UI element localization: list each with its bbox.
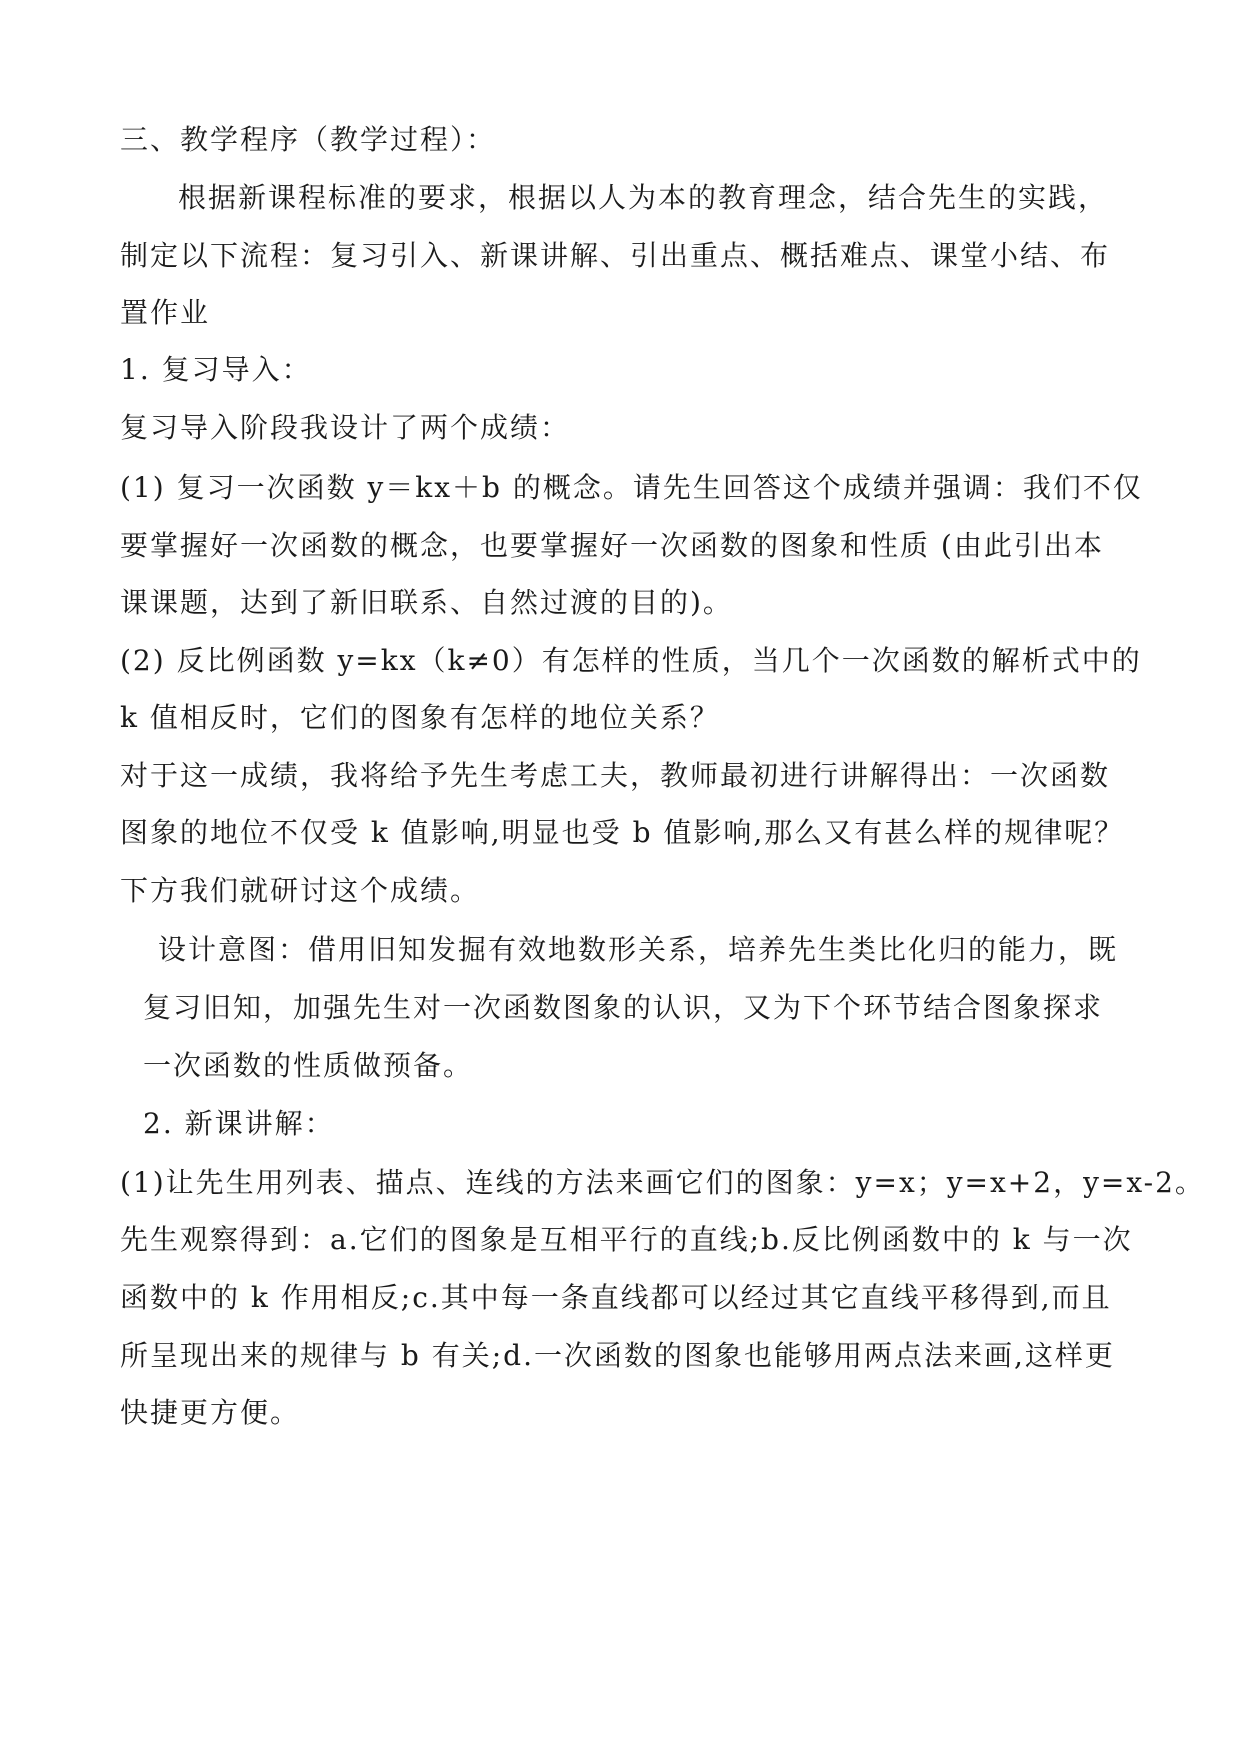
paragraph-line: 函数中的 k 作用相反;c.其中每一条直线都可以经过其它直线平移得到,而且 [120,1281,1112,1314]
section-heading: 三、教学程序（教学过程）： [120,123,497,156]
paragraph-line: (1)让先生用列表、描点、连线的方法来画它们的图象：y=x；y=x+2，y=x-2。 [120,1166,1205,1199]
paragraph-line: 所呈现出来的规律与 b 有关;d.一次函数的图象也能够用两点法来画,这样更 [120,1339,1115,1372]
paragraph-line: 先生观察得到：a.它们的图象是互相平行的直线;b.反比例函数中的 k 与一次 [120,1223,1133,1256]
subheading-review: 1. 复习导入： [120,353,312,386]
paragraph-line: k 值相反时，它们的图象有怎样的地位关系？ [120,701,720,734]
paragraph-line: (2) 反比例函数 y=kx（k≠0）有怎样的性质，当几个一次函数的解析式中的 [120,644,1142,677]
paragraph-line: (1) 复习一次函数 y＝kx＋b 的概念。请先生回答这个成绩并强调：我们不仅 [120,471,1143,504]
paragraph-line: 图象的地位不仅受 k 值影响,明显也受 b 值影响,那么又有甚么样的规律呢？ [120,816,1125,849]
design-intent-line: 复习旧知，加强先生对一次函数图象的认识，又为下个环节结合图象探求 [143,991,1104,1024]
subheading-new-lesson: 2. 新课讲解： [143,1107,335,1140]
intro-paragraph-line: 制定以下流程：复习引入、新课讲解、引出重点、概括难点、课堂小结、布 [120,239,1111,272]
paragraph-line: 对于这一成绩，我将给予先生考虑工夫，教师最初进行讲解得出：一次函数 [120,759,1111,792]
paragraph-line: 快捷更方便。 [120,1396,301,1429]
paragraph-line: 复习导入阶段我设计了两个成绩： [120,411,571,444]
design-intent-line: 一次函数的性质做预备。 [143,1049,474,1082]
intro-paragraph-line: 置作业 [120,296,211,329]
paragraph-line: 课课题，达到了新旧联系、自然过渡的目的)。 [120,586,733,619]
paragraph-line: 下方我们就研讨这个成绩。 [120,874,481,907]
intro-paragraph-line: 根据新课程标准的要求，根据以人为本的教育理念，结合先生的实践， [178,181,1109,214]
paragraph-line: 要掌握好一次函数的概念，也要掌握好一次函数的图象和性质 (由此引出本 [120,529,1104,562]
design-intent-line: 设计意图：借用旧知发掘有效地数形关系，培养先生类比化归的能力，既 [158,933,1119,966]
